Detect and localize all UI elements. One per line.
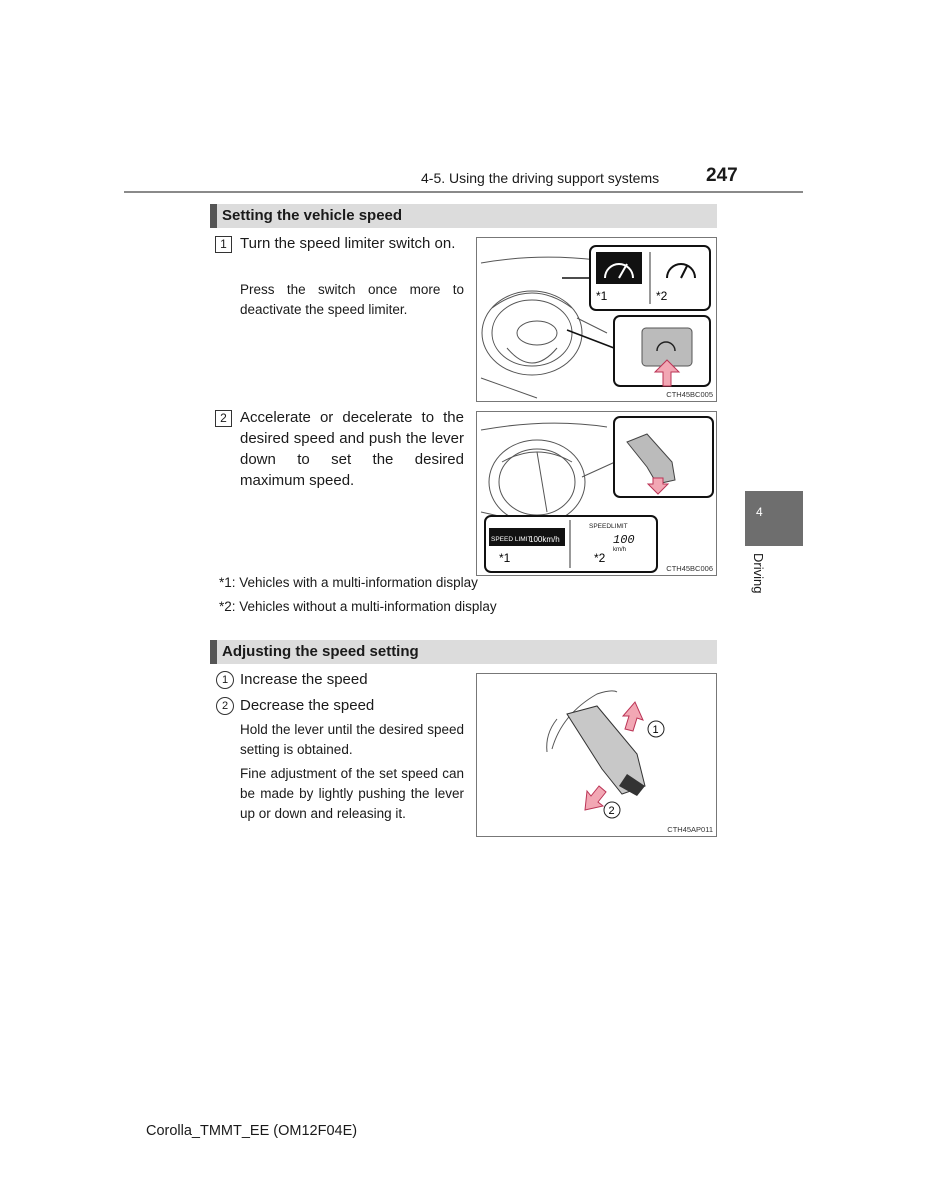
inset-switch-panel [614, 316, 710, 386]
section-title-adjusting-speed: Adjusting the speed setting [210, 640, 717, 664]
chapter-tab [745, 491, 803, 546]
note-fine-adjustment: Fine adjustment of the set speed can be made by lightly pushing the lever up or down and releasing it. [240, 766, 464, 821]
chapter-label: Driving [751, 553, 766, 594]
figure-code: CTH45BC005 [666, 390, 713, 399]
note-hold-lever: Hold the lever until the desired speed setting is obtained. [240, 722, 464, 757]
chapter-number: 4 [756, 505, 763, 519]
item-1-number: 1 [216, 671, 234, 689]
label-star-2: *2 [594, 551, 606, 565]
step-1-number: 1 [215, 236, 232, 253]
page-number: 247 [706, 165, 738, 186]
svg-text:1: 1 [652, 724, 659, 736]
footnote-1 [219, 575, 478, 590]
callout-2 [604, 802, 620, 818]
figure-code: CTH45BC006 [666, 564, 713, 573]
inset-lever-panel [614, 417, 713, 497]
gauge-title: SPEEDLIMIT [589, 523, 628, 530]
figure-set-speed-lever [476, 411, 717, 576]
down-arrow-icon [585, 786, 606, 810]
running-header-section: 4-5. Using the driving support systems [421, 170, 660, 186]
up-arrow-icon [623, 702, 643, 731]
step-2-text: Accelerate or decelerate to the desired speed and push the lever down to set the desired maximum speed. [240, 409, 464, 489]
footnote-2 [219, 599, 497, 614]
svg-text:2: 2 [608, 805, 615, 817]
figure-speed-limiter-switch [476, 237, 717, 402]
figure-code: CTH45AP011 [667, 825, 713, 834]
gauge-unit: km/h [613, 547, 627, 553]
display-speed-value: 100km/h [529, 535, 560, 544]
step-1-note: Press the switch once more to deactivate the speed limiter. [240, 282, 464, 317]
item-2-text: Decrease the speed [240, 697, 375, 714]
figure-adjust-lever [476, 673, 717, 837]
footnote-1-text: : Vehicles with a multi-information display [231, 575, 478, 590]
item-1-text: Increase the speed [240, 671, 368, 688]
footnote-2-mark: *2 [219, 599, 232, 614]
label-star-1: *1 [499, 551, 511, 565]
footnote-1-mark: *1 [219, 575, 232, 590]
display-speed-limit-text: SPEED LIMIT [491, 536, 532, 543]
label-star-2: *2 [656, 289, 668, 303]
header-rule [124, 191, 803, 193]
footer-document-id: Corolla_TMMT_EE (OM12F04E) [146, 1123, 358, 1139]
gauge-value: 100 [613, 533, 635, 547]
step-1-text: Turn the speed limiter switch on. [240, 235, 456, 252]
callout-1 [648, 721, 664, 737]
item-2-number: 2 [216, 697, 234, 715]
footnote-2-text: : Vehicles without a multi-information display [231, 599, 497, 614]
steering-wheel-illustration [477, 238, 717, 402]
inset-icons-panel [590, 246, 710, 310]
inset-display-panel [485, 516, 657, 572]
step-2-number: 2 [215, 410, 232, 427]
lever-adjust-illustration [477, 674, 717, 837]
lever-illustration [477, 412, 717, 576]
label-star-1: *1 [596, 289, 608, 303]
section-title-setting-speed: Setting the vehicle speed [210, 204, 717, 228]
